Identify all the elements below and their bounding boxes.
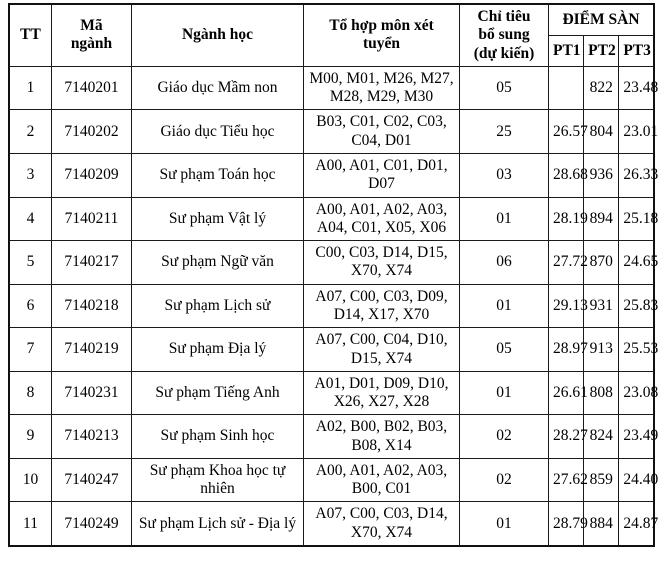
column-header-ma-nganh-line2: ngành: [70, 35, 113, 53]
cell-to-hop-mon: A07, C00, C04, D10, D15, X74: [304, 328, 460, 372]
table-row: [9, 328, 654, 372]
cell-pt2: 824: [584, 415, 619, 459]
cell-chi-tieu: 02: [460, 415, 549, 459]
cell-to-hop-mon: A00, A01, A02, A03, B00, C01: [304, 458, 460, 502]
cell-chi-tieu: 03: [460, 153, 549, 197]
cell-pt3: 25.53: [619, 328, 654, 372]
column-header-chi-tieu-line1: Chỉ tiêu: [477, 8, 531, 25]
table-header-row-1: [9, 4, 654, 35]
cell-nganh-hoc: Sư phạm Ngữ văn: [132, 241, 304, 285]
cell-to-hop-mon: A07, C00, C03, D14, X70, X74: [304, 502, 460, 546]
cell-pt2: 894: [584, 197, 619, 241]
column-header-chi-tieu-line2: bổ sung: [478, 26, 530, 44]
table-row: [9, 241, 654, 285]
cell-pt3: 25.83: [619, 284, 654, 328]
cell-ma-nganh: 7140213: [52, 415, 132, 459]
table-row: [9, 153, 654, 197]
column-header-chi-tieu: [460, 4, 549, 66]
cell-to-hop-mon: A01, D01, D09, D10, X26, X27, X28: [304, 371, 460, 415]
table-row: [9, 197, 654, 241]
table-row: [9, 502, 654, 546]
column-header-chi-tieu-line3: (dự kiến): [473, 44, 535, 62]
cell-tt: 3: [9, 153, 52, 197]
cell-chi-tieu: 05: [460, 66, 549, 110]
cell-ma-nganh: 7140218: [52, 284, 132, 328]
cell-to-hop-mon: M00, M01, M26, M27, M28, M29, M30: [304, 66, 460, 110]
cell-pt2: 859: [584, 458, 619, 502]
cell-ma-nganh: 7140217: [52, 241, 132, 285]
cell-nganh-hoc: Sư phạm Vật lý: [132, 197, 304, 241]
cell-chi-tieu: 01: [460, 502, 549, 546]
cell-pt1: 28.27: [549, 415, 584, 459]
column-header-ma-nganh: [52, 4, 132, 66]
cell-chi-tieu: 05: [460, 328, 549, 372]
cell-pt2: 936: [584, 153, 619, 197]
table-row: [9, 110, 654, 154]
cell-pt3: 24.87: [619, 502, 654, 546]
cell-nganh-hoc: Sư phạm Toán học: [132, 153, 304, 197]
cell-ma-nganh: 7140202: [52, 110, 132, 154]
cell-nganh-hoc: Sư phạm Sinh học: [132, 415, 304, 459]
cell-pt1: 27.72: [549, 241, 584, 285]
cell-pt2: 804: [584, 110, 619, 154]
table-body: [9, 66, 659, 546]
table-header: [9, 4, 654, 66]
cell-ma-nganh: 7140247: [52, 458, 132, 502]
cell-tt: 4: [9, 197, 52, 241]
cell-pt3: 26.33: [619, 153, 654, 197]
column-header-tt: TT: [9, 4, 52, 66]
cell-pt2: 822: [584, 66, 619, 110]
cell-chi-tieu: 02: [460, 458, 549, 502]
cell-pt3: 23.49: [619, 415, 654, 459]
table-row: [9, 458, 654, 502]
column-header-ma-nganh-line1: Mã: [80, 17, 103, 35]
column-header-nganh-hoc: Ngành học: [132, 4, 304, 66]
cell-to-hop-mon: A02, B00, B02, B03, B08, X14: [304, 415, 460, 459]
column-header-to-hop-line1: Tổ hợp môn xét: [329, 17, 434, 35]
table-row: [9, 284, 654, 328]
table-row: [9, 66, 654, 110]
cell-to-hop-mon: C00, C03, D14, D15, X70, X74: [304, 241, 460, 285]
table-row: [9, 371, 654, 415]
cell-pt1: 27.62: [549, 458, 584, 502]
cell-tt: 1: [9, 66, 52, 110]
cell-pt3: 24.40: [619, 458, 654, 502]
cell-pt2: 913: [584, 328, 619, 372]
cell-pt1: 26.61: [549, 371, 584, 415]
column-header-pt1: PT1: [549, 35, 584, 66]
cell-nganh-hoc: Sư phạm Tiếng Anh: [132, 371, 304, 415]
cell-pt2: 870: [584, 241, 619, 285]
cell-pt3: 23.01: [619, 110, 654, 154]
column-header-pt3: PT3: [619, 35, 654, 66]
cell-to-hop-mon: A00, A01, A02, A03, A04, C01, X05, X06: [304, 197, 460, 241]
cell-chi-tieu: 01: [460, 197, 549, 241]
cell-tt: 7: [9, 328, 52, 372]
column-header-to-hop-line2: tuyển: [362, 35, 401, 53]
cell-pt1: [549, 66, 584, 110]
cell-pt2: 931: [584, 284, 619, 328]
cell-to-hop-mon: A00, A01, C01, D01, D07: [304, 153, 460, 197]
cell-tt: 6: [9, 284, 52, 328]
cell-ma-nganh: 7140249: [52, 502, 132, 546]
cell-pt3: 25.18: [619, 197, 654, 241]
column-header-to-hop-mon: [304, 4, 460, 66]
cell-pt3: 23.08: [619, 371, 654, 415]
cell-chi-tieu: 25: [460, 110, 549, 154]
cell-nganh-hoc: Sư phạm Lịch sử: [132, 284, 304, 328]
cell-pt1: 28.19: [549, 197, 584, 241]
cell-pt1: 26.57: [549, 110, 584, 154]
cell-nganh-hoc: Sư phạm Lịch sử - Địa lý: [132, 502, 304, 546]
cell-ma-nganh: 7140211: [52, 197, 132, 241]
cell-pt3: 24.65: [619, 241, 654, 285]
table-row: [9, 415, 654, 459]
cell-chi-tieu: 01: [460, 371, 549, 415]
cell-nganh-hoc: Giáo dục Mầm non: [132, 66, 304, 110]
cell-chi-tieu: 06: [460, 241, 549, 285]
cell-ma-nganh: 7140209: [52, 153, 132, 197]
cell-chi-tieu: 01: [460, 284, 549, 328]
cell-ma-nganh: 7140231: [52, 371, 132, 415]
cell-pt1: 28.79: [549, 502, 584, 546]
cell-nganh-hoc: Sư phạm Địa lý: [132, 328, 304, 372]
column-header-pt2: PT2: [584, 35, 619, 66]
cell-to-hop-mon: B03, C01, C02, C03, C04, D01: [304, 110, 460, 154]
cell-ma-nganh: 7140219: [52, 328, 132, 372]
cell-ma-nganh: 7140201: [52, 66, 132, 110]
cell-tt: 5: [9, 241, 52, 285]
cell-pt2: 808: [584, 371, 619, 415]
cell-tt: 10: [9, 458, 52, 502]
cell-tt: 9: [9, 415, 52, 459]
cell-pt1: 29.13: [549, 284, 584, 328]
cell-pt1: 28.97: [549, 328, 584, 372]
cell-tt: 11: [9, 502, 52, 546]
cell-pt3: 23.48: [619, 66, 654, 110]
cell-nganh-hoc: Giáo dục Tiểu học: [132, 110, 304, 154]
admission-score-table: [8, 3, 659, 547]
cell-tt: 8: [9, 371, 52, 415]
cell-pt2: 884: [584, 502, 619, 546]
cell-pt1: 28.68: [549, 153, 584, 197]
column-header-diem-san: ĐIỂM SÀN: [549, 4, 655, 35]
cell-to-hop-mon: A07, C00, C03, D09, D14, X17, X70: [304, 284, 460, 328]
cell-nganh-hoc: Sư phạm Khoa học tự nhiên: [132, 458, 304, 502]
cell-tt: 2: [9, 110, 52, 154]
